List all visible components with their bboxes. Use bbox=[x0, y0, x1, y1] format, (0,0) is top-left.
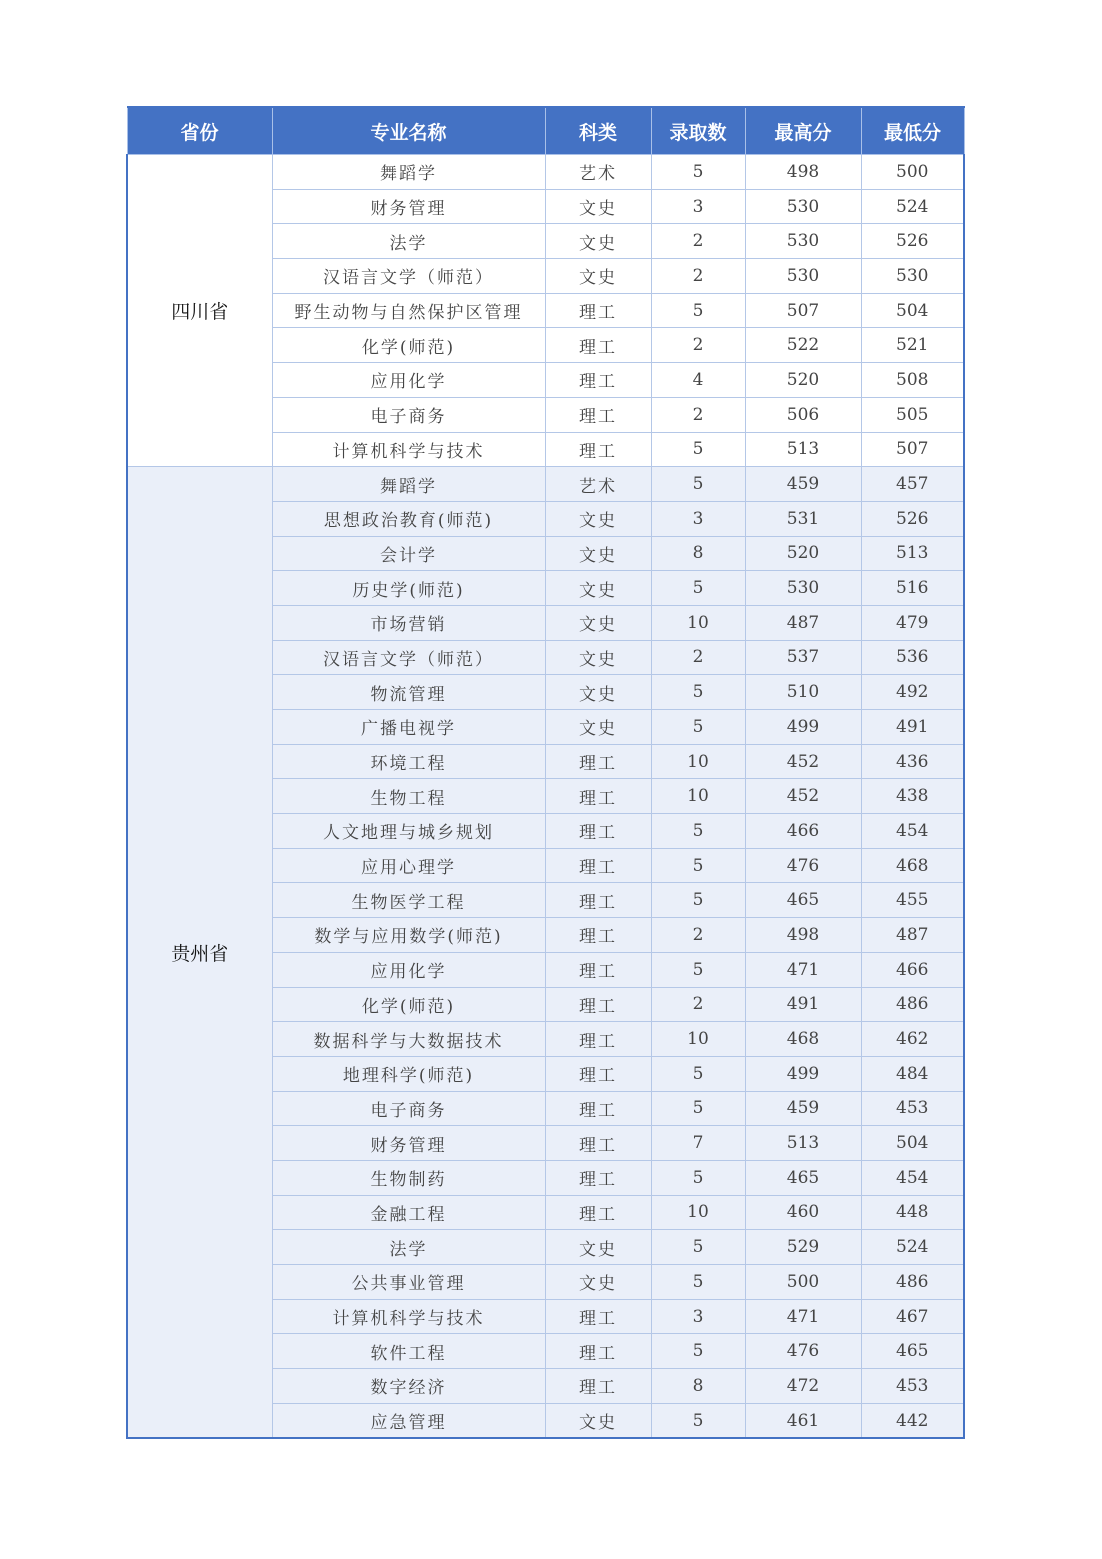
max-score-cell: 452 bbox=[745, 744, 861, 779]
admitted-count-cell: 5 bbox=[651, 814, 745, 849]
admitted-count-cell: 2 bbox=[651, 397, 745, 432]
admitted-count-cell: 2 bbox=[651, 259, 745, 294]
admitted-count-cell: 2 bbox=[651, 918, 745, 953]
min-score-cell: 457 bbox=[861, 467, 964, 502]
major-cell: 数学与应用数学(师范) bbox=[272, 918, 545, 953]
min-score-cell: 454 bbox=[861, 814, 964, 849]
max-score-cell: 506 bbox=[745, 397, 861, 432]
category-cell: 文史 bbox=[545, 571, 651, 606]
max-score-cell: 466 bbox=[745, 814, 861, 849]
category-cell: 理工 bbox=[545, 432, 651, 467]
max-score-cell: 452 bbox=[745, 779, 861, 814]
admitted-count-cell: 3 bbox=[651, 501, 745, 536]
major-cell: 计算机科学与技术 bbox=[272, 1299, 545, 1334]
category-cell: 理工 bbox=[545, 363, 651, 398]
admitted-count-cell: 4 bbox=[651, 363, 745, 398]
major-cell: 公共事业管理 bbox=[272, 1265, 545, 1300]
min-score-cell: 454 bbox=[861, 1160, 964, 1195]
major-cell: 应用化学 bbox=[272, 952, 545, 987]
max-score-cell: 520 bbox=[745, 536, 861, 571]
max-score-cell: 476 bbox=[745, 1334, 861, 1369]
admitted-count-cell: 5 bbox=[651, 432, 745, 467]
min-score-cell: 438 bbox=[861, 779, 964, 814]
max-score-cell: 491 bbox=[745, 987, 861, 1022]
admitted-count-cell: 5 bbox=[651, 1334, 745, 1369]
min-score-cell: 524 bbox=[861, 189, 964, 224]
admitted-count-cell: 5 bbox=[651, 1056, 745, 1091]
table-row bbox=[127, 467, 964, 502]
major-cell: 思想政治教育(师范) bbox=[272, 501, 545, 536]
min-score-cell: 492 bbox=[861, 675, 964, 710]
admitted-count-cell: 3 bbox=[651, 1299, 745, 1334]
admitted-count-cell: 5 bbox=[651, 1230, 745, 1265]
max-score-cell: 465 bbox=[745, 1160, 861, 1195]
category-cell: 文史 bbox=[545, 1403, 651, 1438]
category-cell: 文史 bbox=[545, 640, 651, 675]
major-cell: 生物制药 bbox=[272, 1160, 545, 1195]
category-cell: 理工 bbox=[545, 918, 651, 953]
min-score-cell: 442 bbox=[861, 1403, 964, 1438]
admitted-count-cell: 5 bbox=[651, 675, 745, 710]
min-score-cell: 524 bbox=[861, 1230, 964, 1265]
major-cell: 物流管理 bbox=[272, 675, 545, 710]
admitted-count-cell: 10 bbox=[651, 605, 745, 640]
table-body bbox=[127, 155, 964, 1439]
admitted-count-cell: 5 bbox=[651, 848, 745, 883]
category-cell: 文史 bbox=[545, 224, 651, 259]
major-cell: 应用心理学 bbox=[272, 848, 545, 883]
major-cell: 软件工程 bbox=[272, 1334, 545, 1369]
admitted-count-cell: 5 bbox=[651, 883, 745, 918]
category-cell: 理工 bbox=[545, 328, 651, 363]
category-cell: 理工 bbox=[545, 987, 651, 1022]
min-score-cell: 462 bbox=[861, 1022, 964, 1057]
major-cell: 财务管理 bbox=[272, 189, 545, 224]
min-score-cell: 486 bbox=[861, 1265, 964, 1300]
min-score-cell: 479 bbox=[861, 605, 964, 640]
min-score-cell: 508 bbox=[861, 363, 964, 398]
province-cell: 贵州省 bbox=[127, 467, 272, 1439]
category-cell: 文史 bbox=[545, 710, 651, 745]
min-score-cell: 516 bbox=[861, 571, 964, 606]
admitted-count-cell: 3 bbox=[651, 189, 745, 224]
category-cell: 艺术 bbox=[545, 155, 651, 190]
min-score-cell: 521 bbox=[861, 328, 964, 363]
category-cell: 理工 bbox=[545, 1091, 651, 1126]
max-score-cell: 459 bbox=[745, 467, 861, 502]
max-score-cell: 461 bbox=[745, 1403, 861, 1438]
category-cell: 理工 bbox=[545, 952, 651, 987]
category-cell: 文史 bbox=[545, 1230, 651, 1265]
max-score-cell: 471 bbox=[745, 1299, 861, 1334]
min-score-cell: 465 bbox=[861, 1334, 964, 1369]
category-cell: 理工 bbox=[545, 1299, 651, 1334]
max-score-cell: 471 bbox=[745, 952, 861, 987]
max-score-cell: 476 bbox=[745, 848, 861, 883]
max-score-cell: 520 bbox=[745, 363, 861, 398]
major-cell: 应用化学 bbox=[272, 363, 545, 398]
max-score-cell: 530 bbox=[745, 189, 861, 224]
category-cell: 理工 bbox=[545, 293, 651, 328]
major-cell: 法学 bbox=[272, 224, 545, 259]
min-score-cell: 455 bbox=[861, 883, 964, 918]
admitted-count-cell: 8 bbox=[651, 536, 745, 571]
major-cell: 数据科学与大数据技术 bbox=[272, 1022, 545, 1057]
min-score-cell: 505 bbox=[861, 397, 964, 432]
category-cell: 理工 bbox=[545, 397, 651, 432]
min-score-cell: 467 bbox=[861, 1299, 964, 1334]
min-score-cell: 486 bbox=[861, 987, 964, 1022]
max-score-cell: 530 bbox=[745, 259, 861, 294]
min-score-cell: 526 bbox=[861, 224, 964, 259]
major-cell: 舞蹈学 bbox=[272, 155, 545, 190]
max-score-cell: 513 bbox=[745, 1126, 861, 1161]
category-cell: 文史 bbox=[545, 536, 651, 571]
admitted-count-cell: 5 bbox=[651, 1160, 745, 1195]
admitted-count-cell: 5 bbox=[651, 293, 745, 328]
major-cell: 舞蹈学 bbox=[272, 467, 545, 502]
category-cell: 理工 bbox=[545, 1160, 651, 1195]
admitted-count-cell: 10 bbox=[651, 744, 745, 779]
min-score-cell: 468 bbox=[861, 848, 964, 883]
max-score-cell: 472 bbox=[745, 1369, 861, 1404]
min-score-cell: 504 bbox=[861, 293, 964, 328]
admitted-count-cell: 2 bbox=[651, 328, 745, 363]
header-province: 省份 bbox=[127, 107, 272, 155]
header-min-score: 最低分 bbox=[861, 107, 964, 155]
min-score-cell: 487 bbox=[861, 918, 964, 953]
max-score-cell: 510 bbox=[745, 675, 861, 710]
admitted-count-cell: 8 bbox=[651, 1369, 745, 1404]
category-cell: 文史 bbox=[545, 189, 651, 224]
major-cell: 环境工程 bbox=[272, 744, 545, 779]
min-score-cell: 507 bbox=[861, 432, 964, 467]
category-cell: 理工 bbox=[545, 883, 651, 918]
header-major: 专业名称 bbox=[272, 107, 545, 155]
min-score-cell: 453 bbox=[861, 1091, 964, 1126]
admitted-count-cell: 5 bbox=[651, 155, 745, 190]
max-score-cell: 522 bbox=[745, 328, 861, 363]
major-cell: 数字经济 bbox=[272, 1369, 545, 1404]
max-score-cell: 513 bbox=[745, 432, 861, 467]
major-cell: 广播电视学 bbox=[272, 710, 545, 745]
major-cell: 人文地理与城乡规划 bbox=[272, 814, 545, 849]
max-score-cell: 460 bbox=[745, 1195, 861, 1230]
category-cell: 理工 bbox=[545, 1369, 651, 1404]
category-cell: 理工 bbox=[545, 848, 651, 883]
major-cell: 计算机科学与技术 bbox=[272, 432, 545, 467]
major-cell: 法学 bbox=[272, 1230, 545, 1265]
header-admitted: 录取数 bbox=[651, 107, 745, 155]
category-cell: 理工 bbox=[545, 1056, 651, 1091]
admission-scores-table bbox=[126, 106, 965, 1439]
category-cell: 理工 bbox=[545, 1126, 651, 1161]
min-score-cell: 484 bbox=[861, 1056, 964, 1091]
min-score-cell: 436 bbox=[861, 744, 964, 779]
admitted-count-cell: 5 bbox=[651, 1403, 745, 1438]
min-score-cell: 500 bbox=[861, 155, 964, 190]
max-score-cell: 507 bbox=[745, 293, 861, 328]
min-score-cell: 448 bbox=[861, 1195, 964, 1230]
admitted-count-cell: 5 bbox=[651, 1265, 745, 1300]
major-cell: 市场营销 bbox=[272, 605, 545, 640]
major-cell: 金融工程 bbox=[272, 1195, 545, 1230]
major-cell: 电子商务 bbox=[272, 1091, 545, 1126]
category-cell: 理工 bbox=[545, 1195, 651, 1230]
category-cell: 理工 bbox=[545, 1334, 651, 1369]
major-cell: 汉语言文学（师范） bbox=[272, 259, 545, 294]
major-cell: 生物工程 bbox=[272, 779, 545, 814]
major-cell: 历史学(师范) bbox=[272, 571, 545, 606]
max-score-cell: 468 bbox=[745, 1022, 861, 1057]
max-score-cell: 499 bbox=[745, 1056, 861, 1091]
category-cell: 理工 bbox=[545, 1022, 651, 1057]
max-score-cell: 530 bbox=[745, 224, 861, 259]
admission-table-container bbox=[126, 106, 963, 1439]
category-cell: 文史 bbox=[545, 675, 651, 710]
max-score-cell: 529 bbox=[745, 1230, 861, 1265]
max-score-cell: 537 bbox=[745, 640, 861, 675]
table-header-row bbox=[127, 107, 964, 155]
category-cell: 文史 bbox=[545, 605, 651, 640]
category-cell: 文史 bbox=[545, 259, 651, 294]
admitted-count-cell: 2 bbox=[651, 224, 745, 259]
province-cell: 四川省 bbox=[127, 155, 272, 467]
max-score-cell: 499 bbox=[745, 710, 861, 745]
header-max-score: 最高分 bbox=[745, 107, 861, 155]
min-score-cell: 513 bbox=[861, 536, 964, 571]
min-score-cell: 491 bbox=[861, 710, 964, 745]
major-cell: 生物医学工程 bbox=[272, 883, 545, 918]
admitted-count-cell: 5 bbox=[651, 467, 745, 502]
header-category: 科类 bbox=[545, 107, 651, 155]
major-cell: 化学(师范) bbox=[272, 987, 545, 1022]
admitted-count-cell: 5 bbox=[651, 710, 745, 745]
max-score-cell: 530 bbox=[745, 571, 861, 606]
max-score-cell: 465 bbox=[745, 883, 861, 918]
min-score-cell: 466 bbox=[861, 952, 964, 987]
min-score-cell: 536 bbox=[861, 640, 964, 675]
min-score-cell: 453 bbox=[861, 1369, 964, 1404]
admitted-count-cell: 5 bbox=[651, 571, 745, 606]
category-cell: 文史 bbox=[545, 501, 651, 536]
category-cell: 理工 bbox=[545, 779, 651, 814]
admitted-count-cell: 5 bbox=[651, 952, 745, 987]
admitted-count-cell: 10 bbox=[651, 779, 745, 814]
category-cell: 文史 bbox=[545, 1265, 651, 1300]
major-cell: 化学(师范) bbox=[272, 328, 545, 363]
major-cell: 汉语言文学（师范） bbox=[272, 640, 545, 675]
max-score-cell: 459 bbox=[745, 1091, 861, 1126]
category-cell: 理工 bbox=[545, 814, 651, 849]
max-score-cell: 487 bbox=[745, 605, 861, 640]
admitted-count-cell: 2 bbox=[651, 987, 745, 1022]
major-cell: 财务管理 bbox=[272, 1126, 545, 1161]
admitted-count-cell: 10 bbox=[651, 1022, 745, 1057]
major-cell: 会计学 bbox=[272, 536, 545, 571]
major-cell: 应急管理 bbox=[272, 1403, 545, 1438]
max-score-cell: 500 bbox=[745, 1265, 861, 1300]
admitted-count-cell: 7 bbox=[651, 1126, 745, 1161]
max-score-cell: 531 bbox=[745, 501, 861, 536]
category-cell: 理工 bbox=[545, 744, 651, 779]
admitted-count-cell: 10 bbox=[651, 1195, 745, 1230]
max-score-cell: 498 bbox=[745, 918, 861, 953]
min-score-cell: 530 bbox=[861, 259, 964, 294]
min-score-cell: 504 bbox=[861, 1126, 964, 1161]
admitted-count-cell: 2 bbox=[651, 640, 745, 675]
min-score-cell: 526 bbox=[861, 501, 964, 536]
max-score-cell: 498 bbox=[745, 155, 861, 190]
major-cell: 野生动物与自然保护区管理 bbox=[272, 293, 545, 328]
admitted-count-cell: 5 bbox=[651, 1091, 745, 1126]
major-cell: 电子商务 bbox=[272, 397, 545, 432]
table-row bbox=[127, 155, 964, 190]
major-cell: 地理科学(师范) bbox=[272, 1056, 545, 1091]
category-cell: 艺术 bbox=[545, 467, 651, 502]
